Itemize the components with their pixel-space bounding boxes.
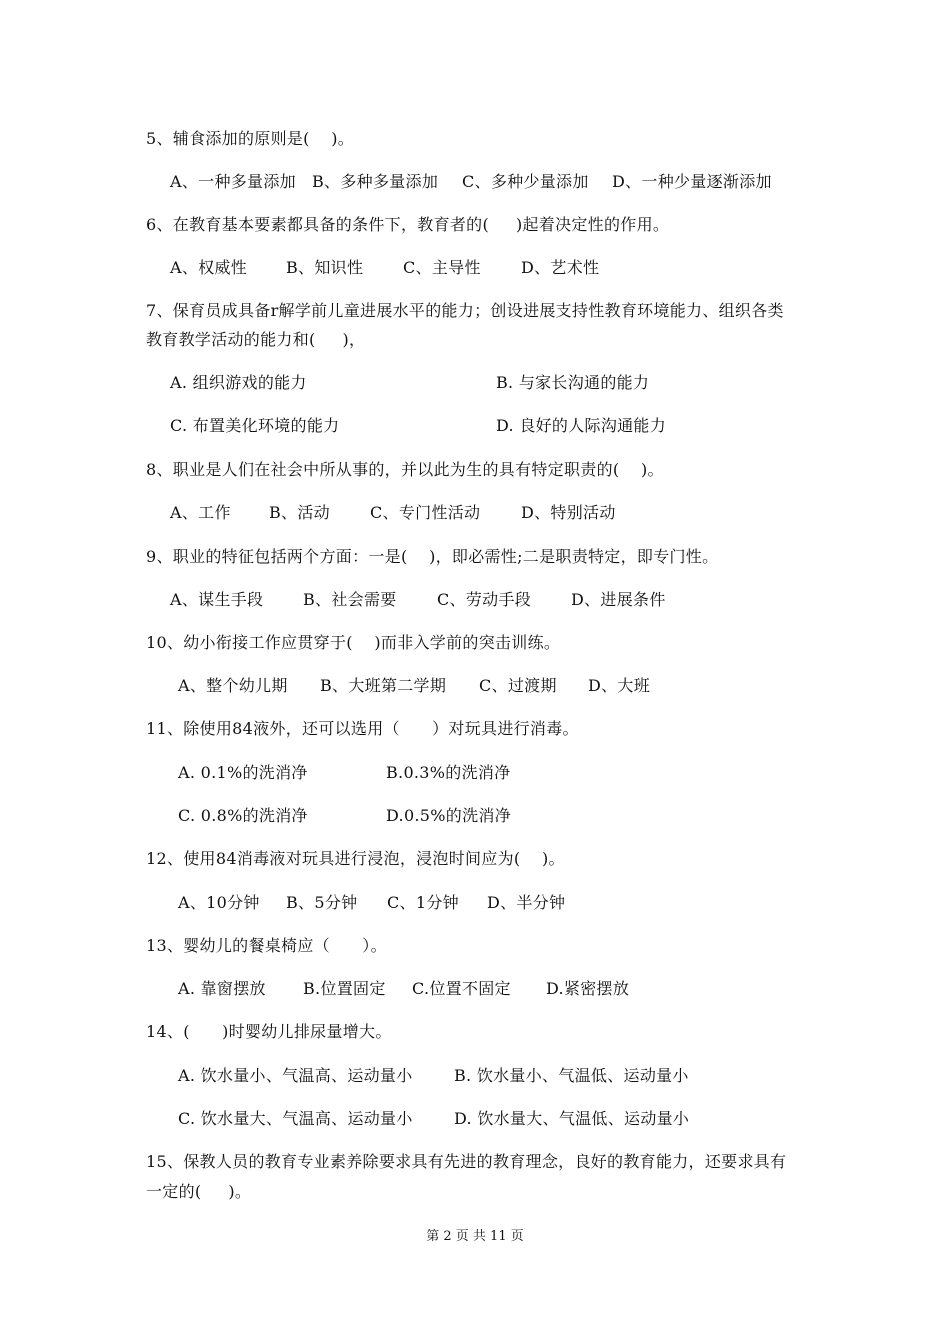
q12-option-d: D、半分钟 (487, 893, 566, 912)
q7-option-a: A. 组织游戏的能力 (170, 373, 307, 392)
question-6-stem: 6、在教育基本要素都具备的条件下，教育者的( )起着决定性的作用。 (146, 215, 670, 234)
q11-option-c: C. 0.8%的洗消净 (178, 806, 308, 825)
question-8-stem: 8、职业是人们在社会中所从事的，并以此为生的具有特定职责的( )。 (146, 460, 664, 479)
q5-option-c: C、多种少量添加 (462, 172, 589, 191)
q9-option-b: B、社会需要 (303, 590, 397, 609)
q10-option-d: D、大班 (588, 676, 651, 695)
q12-option-a: A、10分钟 (178, 893, 260, 912)
question-9-stem: 9、职业的特征包括两个方面：一是( )，即必需性;二是职责特定，即专门性。 (146, 547, 719, 566)
q14-option-c: C. 饮水量大、气温高、运动量小 (178, 1109, 413, 1128)
q5-option-b: B、多种多量添加 (312, 172, 439, 191)
question-13-stem: 13、婴幼儿的餐桌椅应（ ）。 (146, 936, 387, 955)
q8-option-d: D、特别活动 (521, 503, 616, 522)
q6-option-b: B、知识性 (286, 258, 364, 277)
q8-option-b: B、活动 (269, 503, 330, 522)
q5-option-d: D、一种少量逐渐添加 (612, 172, 772, 191)
q14-option-a: A. 饮水量小、气温高、运动量小 (178, 1066, 413, 1085)
question-11-stem: 11、除使用84液外，还可以选用（ ）对玩具进行消毒。 (146, 719, 579, 738)
question-10-stem: 10、幼小衔接工作应贯穿于( )而非入学前的突击训练。 (146, 633, 561, 652)
q13-option-c: C.位置不固定 (412, 979, 511, 998)
question-15-stem-line-1: 15、保教人员的教育专业素养除要求具有先进的教育理念，良好的教育能力，还要求具有 (146, 1152, 787, 1171)
q7-option-c: C. 布置美化环境的能力 (170, 416, 340, 435)
question-14-stem: 14、( )时婴幼儿排尿量增大。 (146, 1022, 392, 1041)
q6-option-d: D、艺术性 (521, 258, 600, 277)
question-15-stem-line-2: 一定的( )。 (146, 1182, 252, 1201)
q10-option-b: B、大班第二学期 (320, 676, 447, 695)
q6-option-c: C、主导性 (403, 258, 481, 277)
q11-option-b: B.0.3%的洗消净 (386, 763, 511, 782)
q12-option-c: C、1分钟 (387, 893, 459, 912)
q9-option-c: C、劳动手段 (437, 590, 532, 609)
q6-option-a: A、权威性 (170, 258, 248, 277)
question-12-stem: 12、使用84消毒液对玩具进行浸泡，浸泡时间应为( )。 (146, 849, 565, 868)
q13-option-d: D.紧密摆放 (546, 979, 630, 998)
q8-option-c: C、专门性活动 (370, 503, 481, 522)
q9-option-a: A、谋生手段 (170, 590, 264, 609)
q5-option-a: A、一种多量添加 (170, 172, 296, 191)
q14-option-b: B. 饮水量小、气温低、运动量小 (454, 1066, 689, 1085)
q9-option-d: D、进展条件 (571, 590, 666, 609)
q10-option-c: C、过渡期 (479, 676, 557, 695)
q11-option-d: D.0.5%的洗消净 (386, 806, 511, 825)
question-5-stem: 5、辅食添加的原则是( )。 (146, 129, 355, 148)
q13-option-b: B.位置固定 (303, 979, 386, 998)
q12-option-b: B、5分钟 (286, 893, 358, 912)
q11-option-a: A. 0.1%的洗消净 (178, 763, 308, 782)
question-7-stem-line-2: 教育教学活动的能力和( )， (146, 330, 366, 349)
question-7-stem-line-1: 7、保育员成具备r解学前儿童进展水平的能力；创设进展支持性教育环境能力、组织各类 (146, 301, 784, 320)
q14-option-d: D. 饮水量大、气温低、运动量小 (454, 1109, 690, 1128)
q13-option-a: A. 靠窗摆放 (178, 979, 266, 998)
q8-option-a: A、工作 (170, 503, 231, 522)
q7-option-b: B. 与家长沟通的能力 (496, 373, 650, 392)
q10-option-a: A、整个幼儿期 (178, 676, 288, 695)
q7-option-d: D. 良好的人际沟通能力 (496, 416, 667, 435)
page-number-footer: 第 2 页 共 11 页 (426, 1229, 524, 1244)
